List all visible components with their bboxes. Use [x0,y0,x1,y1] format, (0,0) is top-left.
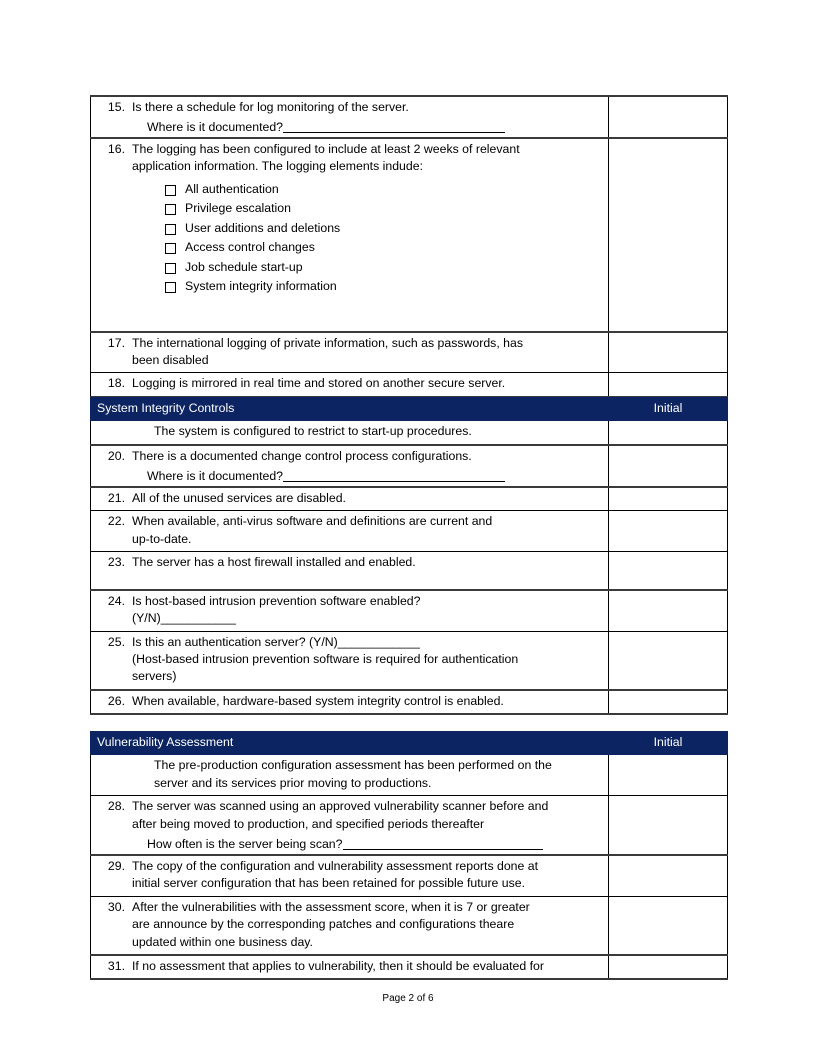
checklist-item-cell [91,138,609,332]
subprompt-label: Where is it documented? [147,469,284,484]
initial-cell[interactable] [609,96,728,138]
list-item[interactable] [165,219,608,238]
item-number: 24. [107,593,125,608]
item-line: are announce by the corresponding patches and configurations theare [132,917,515,932]
checkbox-label: Privilege escalation [185,201,291,216]
item-subprompt [91,836,608,853]
checklist-item [91,796,608,836]
item-line: initial server configuration that has been retained for possible future use. [132,876,526,891]
system-integrity-controls-table [90,397,728,715]
item-line: after being moved to production, and specified periods thereafter [132,816,485,831]
vulnerability-assessment-table [90,731,728,980]
checklist-item [91,97,608,119]
initial-cell[interactable] [609,511,728,552]
item-body [132,858,602,893]
checklist-item-cell [91,755,609,796]
item-number: 31. [107,958,125,973]
subprompt-label: Where is it documented? [147,120,284,135]
checkbox-label: All authentication [185,181,279,196]
initial-cell[interactable] [609,421,728,445]
table-row [91,373,728,397]
item-number: 30. [107,899,125,914]
write-in-blank[interactable] [283,469,505,482]
item-body [132,593,602,628]
list-item[interactable] [165,277,608,296]
checklist-item-cell [91,511,609,552]
table-header-row [91,398,728,421]
write-in-blank[interactable] [343,837,543,850]
item-body [132,693,602,710]
checklist-item [91,632,608,689]
item-line: Logging is mirrored in real time and stored on another secure server. [132,376,506,391]
initial-cell[interactable] [609,690,728,714]
write-in-blank[interactable] [283,120,505,133]
checkbox-label: User additions and deletions [185,220,341,235]
item-line: (Y/N)___________ [132,611,236,626]
list-item[interactable] [165,199,608,218]
item-line: The international logging of private information, such as passwords, has [132,335,523,350]
checkbox-icon[interactable] [165,185,176,196]
initial-column-header: Initial [609,398,728,421]
checkbox-label: System integrity information [185,279,337,294]
table-row [91,631,728,690]
checklist-item [91,856,608,896]
initial-cell[interactable] [609,955,728,979]
item-number: 29. [107,858,125,873]
item-line: updated within one business day. [132,934,313,949]
checklist-item-cell [91,487,609,511]
checklist-item-cell [91,445,609,487]
item-line: There is a documented change control process configurations. [132,448,472,463]
item-number: 26. [107,693,125,708]
checklist-item [91,333,608,373]
item-number: 22. [107,514,125,529]
checklist-item-cell [91,855,609,896]
logging-controls-table [90,95,728,398]
section-title: Vulnerability Assessment [91,732,609,755]
checklist-item [91,446,608,468]
checklist-item-cell [91,373,609,397]
checklist-item [91,897,608,954]
item-number: 17. [107,335,125,350]
checklist-item-cell [91,690,609,714]
item-body [132,99,602,116]
item-body [132,423,602,440]
checkbox-label: Job schedule start-up [185,259,303,274]
checklist-item [91,139,608,179]
checklist-item-cell [91,955,609,979]
item-line: application information. The logging elements indude: [132,159,423,174]
item-line: been disabled [132,352,209,367]
item-body [132,141,602,176]
table-row [91,421,728,445]
page-footer: Page 2 of 6 [382,993,434,1004]
initial-column-header: Initial [609,732,728,755]
item-subprompt [91,468,608,485]
item-number: 18. [107,376,125,391]
checklist-item [91,421,608,443]
table-row [91,855,728,896]
item-line: The logging has been configured to include at least 2 weeks of relevant [132,141,520,156]
initial-cell[interactable] [609,590,728,631]
section-title: System Integrity Controls [91,398,609,421]
item-line: servers) [132,669,177,684]
item-body [132,798,602,833]
initial-cell[interactable] [609,855,728,896]
item-line: (Host-based intrusion prevention software is required for authentication [132,651,519,666]
checklist-item [91,691,608,713]
item-line: All of the unused services are disabled. [132,490,346,505]
checkbox-icon[interactable] [165,243,176,254]
item-line: When available, anti-virus software and definitions are current and [132,514,493,529]
item-body [132,757,602,792]
checklist-item-cell [91,631,609,690]
item-body [132,899,602,951]
cell-spacer [91,575,608,589]
initial-cell[interactable] [609,552,728,590]
initial-cell[interactable] [609,487,728,511]
checkbox-icon[interactable] [165,224,176,235]
item-number: 15. [107,100,125,114]
item-line: When available, hardware-based system integrity control is enabled. [132,693,504,708]
checklist-item-cell [91,590,609,631]
logging-elements-checkbox-list [91,180,608,297]
table-row [91,755,728,796]
item-number: 25. [107,634,125,649]
initial-cell[interactable] [609,445,728,487]
checkbox-icon[interactable] [165,204,176,215]
checklist-item-cell [91,896,609,955]
initial-cell[interactable] [609,796,728,855]
initial-cell[interactable] [609,373,728,397]
checklist-item-cell [91,552,609,590]
cell-spacer [91,297,608,331]
item-number: 28. [107,799,125,814]
item-subprompt [91,119,608,136]
item-body [132,375,602,392]
table-row [91,955,728,979]
list-item[interactable] [165,258,608,277]
item-number: 20. [107,448,125,463]
item-line: up-to-date. [132,531,192,546]
item-line: If no assessment that applies to vulnerability, then it should be evaluated for [132,958,544,973]
table-header-row [91,732,728,755]
initial-cell[interactable] [609,896,728,955]
item-body [132,335,602,370]
checklist-item [91,956,608,978]
table-row [91,445,728,487]
checkbox-icon[interactable] [165,282,176,293]
checklist-item-cell [91,96,609,138]
checkbox-icon[interactable] [165,263,176,274]
initial-cell[interactable] [609,631,728,690]
item-line: After the vulnerabilities with the assessment score, when it is 7 or greater [132,899,530,914]
table-row [91,332,728,373]
checklist-item-cell [91,421,609,445]
checklist-item-cell [91,796,609,855]
initial-cell[interactable] [609,755,728,796]
initial-cell[interactable] [609,138,728,332]
item-line: The server has a host firewall installed and enabled. [132,555,416,570]
checklist-item [91,488,608,510]
table-row [91,138,728,332]
table-row [91,796,728,855]
table-row [91,511,728,552]
item-body [132,634,602,686]
table-row [91,690,728,714]
item-body [132,448,602,465]
checklist-item [91,373,608,395]
checklist-item [91,552,608,574]
table-row [91,96,728,138]
table-row [91,590,728,631]
checklist-item [91,755,608,795]
item-line: server and its services prior moving to productions. [154,775,432,790]
checklist-item [91,591,608,631]
item-body [132,554,602,571]
item-line: The pre-production configuration assessment has been performed on the [154,758,552,773]
item-body [132,513,602,548]
item-body [132,958,602,975]
item-line: The system is configured to restrict to start-up procedures. [154,424,472,439]
table-row [91,552,728,590]
item-number: 16. [107,141,125,156]
checklist-item [91,511,608,551]
table-row [91,487,728,511]
initial-cell[interactable] [609,332,728,373]
item-line: The copy of the configuration and vulnerability assessment reports done at [132,858,539,873]
item-line: Is this an authentication server? (Y/N)____________ [132,634,420,649]
subprompt-label: How often is the server being scan? [147,837,343,852]
table-row [91,896,728,955]
checkbox-label: Access control changes [185,240,315,255]
list-item[interactable] [165,180,608,199]
item-number: 23. [107,555,125,570]
list-item[interactable] [165,238,608,257]
item-line: Is there a schedule for log monitoring of the server. [132,100,409,114]
item-line: Is host-based intrusion prevention software enabled? [132,593,421,608]
item-body [132,490,602,507]
item-number: 21. [107,490,125,505]
checklist-item-cell [91,332,609,373]
item-line: The server was scanned using an approved vulnerability scanner before and [132,799,549,814]
